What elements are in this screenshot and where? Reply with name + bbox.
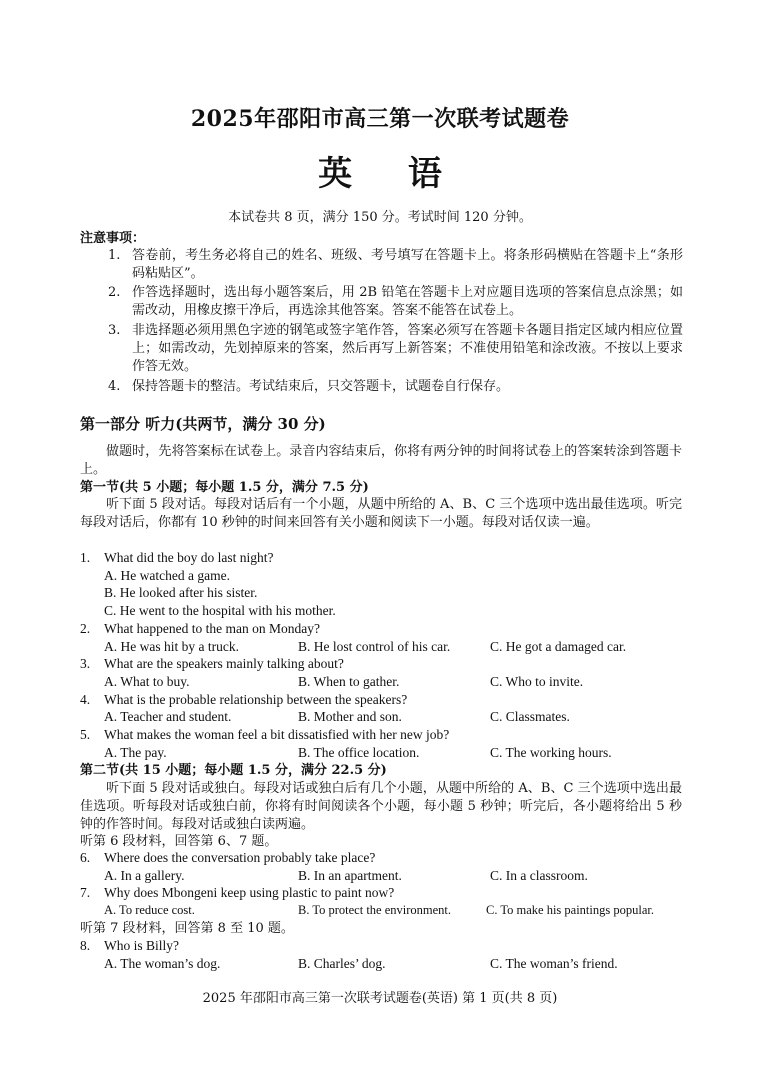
subject-title: 英 语 <box>318 154 464 194</box>
option-a: A. What to buy. <box>104 674 190 689</box>
exam-info: 本试卷共 8 页，满分 150 分。考试时间 120 分钟。 <box>228 210 532 225</box>
option-c: C. The woman’s friend. <box>490 956 618 971</box>
option-c: C. In a classroom. <box>490 868 588 883</box>
question-number: 8. <box>80 938 91 953</box>
notice-item-number: 4. <box>108 379 121 394</box>
option-b: B. When to gather. <box>298 674 400 689</box>
question-number: 3. <box>80 656 91 671</box>
option-b: B. Mother and son. <box>298 709 402 724</box>
option-a: A. He was hit by a truck. <box>104 639 239 654</box>
notice-heading: 注意事项： <box>80 231 146 246</box>
option-b: B. He looked after his sister. <box>104 585 258 600</box>
option-a: A. He watched a game. <box>104 568 230 583</box>
question-stem: What happened to the man on Monday? <box>104 621 320 636</box>
option-c: C. The working hours. <box>490 745 612 760</box>
question-number: 4. <box>80 692 91 707</box>
question-stem: Where does the conversation probably take place? <box>104 850 376 865</box>
option-b: B. The office location. <box>298 745 420 760</box>
option-c: C. Classmates. <box>490 709 570 724</box>
notice-item-number: 3. <box>108 323 121 338</box>
question-stem: What makes the woman feel a bit dissatisfied with her new job? <box>104 727 450 742</box>
notice-item <box>108 322 683 376</box>
question-number: 6. <box>80 850 91 865</box>
question-stem: Why does Mbongeni keep using plastic to paint now? <box>104 885 395 900</box>
notice-item-text: 作答选择题时，选出每小题答案后，用 2B 铅笔在答题卡上对应题目选项的答案信息点涂黑；如需改动，用橡皮擦干净后，再选涂其他答案。答案不能答在试卷上。 <box>132 285 683 318</box>
question-stem: What is the probable relationship between the speakers? <box>104 692 408 707</box>
notice-item-number: 1. <box>108 248 121 263</box>
option-b: B. To protect the environment. <box>298 903 452 917</box>
section1-title: 第一节(共 5 小题；每小题 1.5 分，满分 7.5 分) <box>80 480 369 495</box>
question-stem: What are the speakers mainly talking about? <box>104 656 344 671</box>
page-footer: 2025 年邵阳市高三第一次联考试题卷(英语) 第 1 页(共 8 页) <box>202 991 558 1006</box>
question-number: 5. <box>80 727 91 742</box>
notice-item <box>108 284 683 320</box>
option-b: B. Charles’ dog. <box>298 956 386 971</box>
material-note: 听第 6 段材料，回答第 6、7 题。 <box>80 834 278 849</box>
option-b: B. He lost control of his car. <box>298 639 451 654</box>
question-number: 7. <box>80 885 91 900</box>
question-number: 2. <box>80 621 91 636</box>
notice-item-text: 非选择题必须用黑色字迹的钢笔或签字笔作答，答案必须写在答题卡各题目指定区域内相应位置上；如需改动，先划掉原来的答案，然后再写上新答案；不准使用铅笔和涂改液。不按以上要求作答无效。 <box>132 323 683 374</box>
exam-title: 2025年邵阳市高三第一次联考试题卷 <box>190 106 570 132</box>
notice-item-text: 保持答题卡的整洁。考试结束后，只交答题卡，试题卷自行保存。 <box>132 379 510 394</box>
question-stem: What did the boy do last night? <box>104 550 274 565</box>
material-note: 听第 7 段材料，回答第 8 至 10 题。 <box>80 921 294 936</box>
section2-title: 第二节(共 15 小题；每小题 1.5 分，满分 22.5 分) <box>80 763 387 778</box>
option-a: A. The woman’s dog. <box>104 956 221 971</box>
notice-item-number: 2. <box>108 285 121 300</box>
option-b: B. In an apartment. <box>298 868 402 883</box>
part1-intro: 做题时，先将答案标在试卷上。录音内容结束后，你将有两分钟的时间将试卷上的答案转涂到答题卡上。 <box>80 444 682 477</box>
question-number: 1. <box>80 550 91 565</box>
option-c: C. Who to invite. <box>490 674 584 689</box>
option-c: C. He went to the hospital with his mother. <box>104 603 336 618</box>
question-stem: Who is Billy? <box>104 938 179 953</box>
section1-instruction: 听下面 5 段对话。每段对话后有一个小题，从题中所给的 A、B、C 三个选项中选出最佳选项。听完每段对话后，你都有 10 秒钟的时间来回答有关小题和阅读下一小题。每段对话仅读一遍。 <box>80 497 682 530</box>
option-a: A. Teacher and student. <box>104 709 232 724</box>
notice-item-text: 答卷前，考生务必将自己的姓名、班级、考号填写在答题卡上。将条形码横贴在答题卡上“条形码粘贴区”。 <box>132 248 683 281</box>
part1-title: 第一部分 听力(共两节，满分 30 分) <box>80 415 326 433</box>
notice-item <box>108 378 683 396</box>
option-a: A. To reduce cost. <box>104 903 195 917</box>
notice-item <box>108 247 683 283</box>
option-a: A. The pay. <box>104 745 167 760</box>
option-c: C. He got a damaged car. <box>490 639 627 654</box>
section2-instruction: 听下面 5 段对话或独白。每段对话或独白后有几个小题，从题中所给的 A、B、C 三个选项中选出最佳选项。听每段对话或独白前，你将有时间阅读各个小题，每小题 5 秒钟；听完后，各小题将给出 5 秒钟的作答时间。每段对话或独白读两遍。 <box>80 781 682 832</box>
option-a: A. In a gallery. <box>104 868 185 883</box>
option-c: C. To make his paintings popular. <box>486 903 654 917</box>
